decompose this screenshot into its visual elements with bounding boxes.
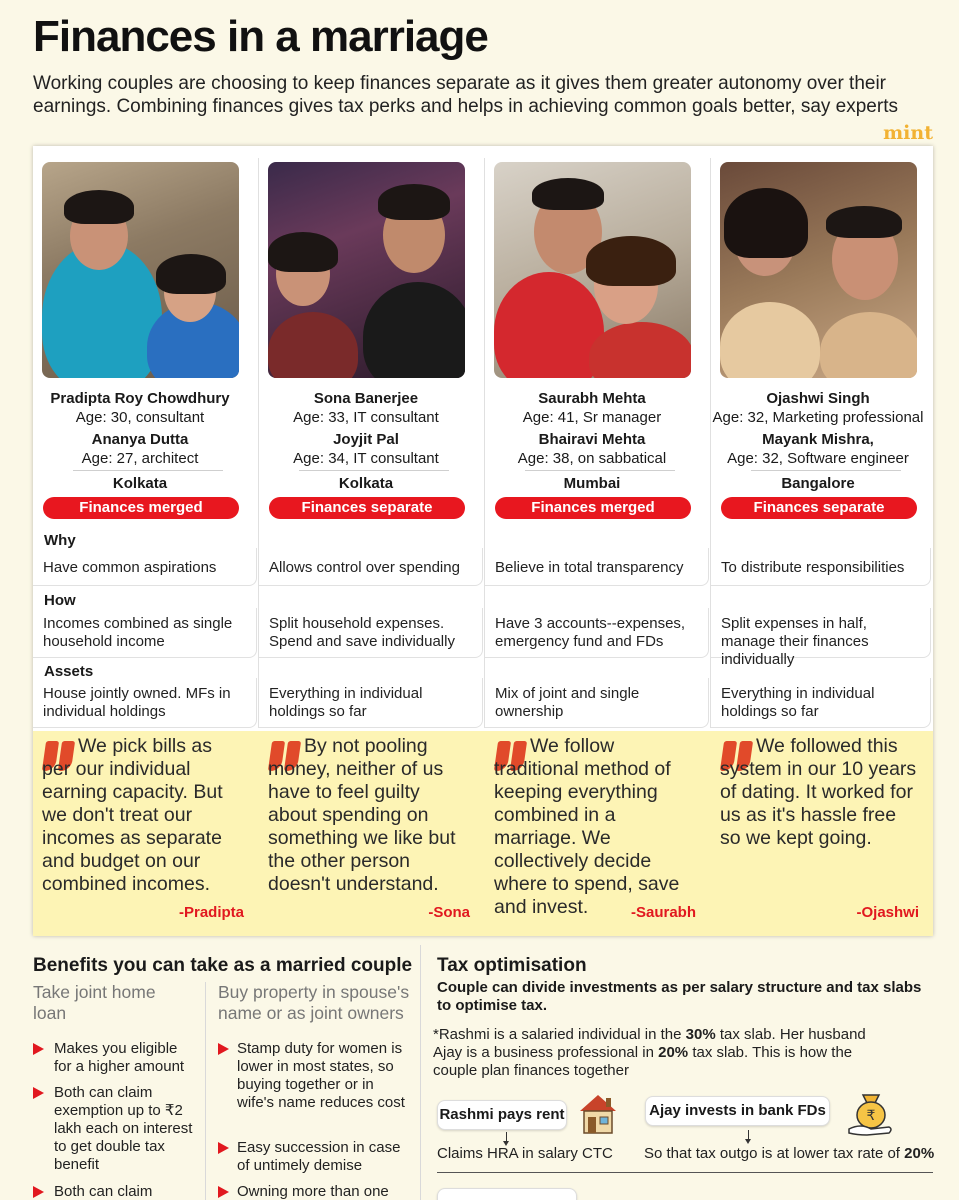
- couple-photo: [720, 162, 917, 378]
- tax-divider: [437, 1172, 933, 1173]
- quote-text: We follow traditional method of keeping everything combined in a marriage. We collectively decide where to spend, save and invest.: [494, 735, 680, 918]
- status-badge: Finances separate: [721, 497, 917, 519]
- person-1-meta: Age: 32, Marketing professional: [712, 409, 924, 426]
- status-badge: Finances merged: [495, 497, 691, 519]
- assets-row: [33, 678, 257, 728]
- ajay-result-text: So that tax outgo is at lower tax rate of: [644, 1145, 905, 1162]
- person-1-name: Sona Banerjee: [313, 390, 419, 407]
- person-1-meta: Age: 33, IT consultant: [293, 409, 439, 426]
- person-1-name: Pradipta Roy Chowdhury: [50, 390, 230, 407]
- ajay-box: Ajay invests in bank FDs: [645, 1096, 830, 1126]
- city: Kolkata: [338, 475, 394, 492]
- money-bag-icon: [845, 1087, 897, 1139]
- couple-column-2: [259, 146, 484, 936]
- tax-note: [433, 1026, 883, 1080]
- rashmi-box: Rashmi pays rent: [437, 1100, 567, 1130]
- person-2-meta: Age: 27, architect: [81, 450, 199, 467]
- why-text: Believe in total transparency: [495, 559, 684, 576]
- quote-author: -Pradipta: [178, 904, 244, 921]
- property-heading: Buy property in spouse's name or as joint owners: [218, 982, 410, 1023]
- status-badge: Finances merged: [43, 497, 239, 519]
- flow-arrow-icon: [506, 1132, 507, 1142]
- benefits-divider: [205, 982, 206, 1200]
- benefit-item: Makes you eligible for a higher amount: [54, 1040, 185, 1075]
- tax-note-text: tax slab. Her husband Ajay is a business professional in: [433, 1026, 866, 1061]
- couples-panel: [33, 146, 933, 936]
- why-label: Why: [44, 532, 76, 549]
- bullet-arrow-icon: [218, 1043, 229, 1055]
- quote-block: [33, 731, 258, 936]
- assets-label: Assets: [44, 663, 94, 680]
- why-row: [259, 548, 483, 586]
- person-2-meta: Age: 38, on sabbatical: [517, 450, 667, 467]
- bullet-arrow-icon: [33, 1043, 44, 1055]
- quote-author: -Saurabh: [630, 904, 696, 921]
- city: Bangalore: [781, 475, 855, 492]
- why-row: [711, 548, 931, 586]
- benefit-item: Easy succession in case of untimely demise: [237, 1139, 401, 1174]
- couple-photo: [268, 162, 465, 378]
- person-2-name: Ananya Dutta: [91, 431, 189, 448]
- couple-column-1: [33, 146, 258, 936]
- tax-title: Tax optimisation: [437, 955, 587, 976]
- benefits-title: Benefits you can take as a married couple: [33, 955, 413, 976]
- how-text: Have 3 accounts--expenses, emergency fund and FDs: [495, 615, 686, 650]
- city-divider: [525, 470, 675, 471]
- quote-block: [711, 731, 933, 936]
- assets-text: Everything in individual holdings so far: [721, 685, 875, 720]
- city: Mumbai: [563, 475, 621, 492]
- person-2-meta: Age: 32, Software engineer: [727, 450, 909, 467]
- bullet-arrow-icon: [33, 1087, 44, 1099]
- city-divider: [751, 470, 901, 471]
- city-divider: [73, 470, 223, 471]
- flow-arrow-icon: [748, 1130, 749, 1140]
- tax-note-text: *Rashmi is a salaried individual in the: [433, 1026, 686, 1043]
- benefit-item: Owning more than one: [237, 1183, 389, 1200]
- couple-column-4: [711, 146, 936, 936]
- city: Kolkata: [112, 475, 168, 492]
- person-2-name: Joyjit Pal: [333, 431, 399, 448]
- brand-logo: mint: [883, 122, 933, 144]
- benefit-item: Stamp duty for women is lower in most states, so buying together or in wife's name reduces cost: [237, 1040, 405, 1111]
- how-row: [259, 608, 483, 658]
- joint-loan-heading: Take joint home loan: [33, 982, 156, 1023]
- benefit-item: Both can claim exemption up to ₹2 lakh each on interest to get double tax benefit: [54, 1084, 193, 1173]
- why-row: [485, 548, 709, 586]
- person-1-meta: Age: 30, consultant: [75, 409, 205, 426]
- svg-text:₹: ₹: [866, 1108, 876, 1124]
- city-divider: [299, 470, 449, 471]
- quote-text: We pick bills as per our individual earning capacity. But we don't treat our incomes as separate and budget on our combined incomes.: [42, 735, 223, 895]
- ajay-result-rate: 20%: [904, 1145, 935, 1162]
- how-row: [33, 608, 257, 658]
- how-row: [485, 608, 709, 658]
- tax-lead: Couple can divide investments as per salary structure and tax slabs to optimise tax.: [437, 979, 922, 1014]
- quote-text: We followed this system in our 10 years of dating. It worked for us as it's hassle free so we kept going.: [720, 735, 917, 849]
- quote-block: [485, 731, 710, 936]
- bullet-arrow-icon: [218, 1186, 229, 1198]
- tax-note-rate: 30%: [685, 1026, 716, 1043]
- page-subtitle: Working couples are choosing to keep finances separate as it gives them greater autonomy over their earnings. Combining finances gives tax perks and helps in achieving common goals better, say experts: [33, 73, 898, 117]
- quote-block: [259, 731, 484, 936]
- page-title: Finances in a marriage: [33, 12, 488, 61]
- person-2-meta: Age: 34, IT consultant: [293, 450, 439, 467]
- assets-text: Mix of joint and single ownership: [495, 685, 640, 720]
- person-2-name: Mayank Mishra,: [762, 431, 874, 448]
- couple-column-3: [485, 146, 710, 936]
- person-1-name: Saurabh Mehta: [538, 390, 646, 407]
- how-text: Incomes combined as single household income: [43, 615, 233, 650]
- person-1-name: Ojashwi Singh: [766, 390, 870, 407]
- bullet-arrow-icon: [218, 1142, 229, 1154]
- person-1-meta: Age: 41, Sr manager: [522, 409, 662, 426]
- quote-author: -Ojashwi: [856, 904, 919, 921]
- next-step-box: [437, 1188, 577, 1200]
- quote-text: By not pooling money, neither of us have to feel guilty about spending on something we like but the other person doesn't understand.: [268, 735, 456, 895]
- assets-text: Everything in individual holdings so far: [269, 685, 423, 720]
- assets-row: [711, 678, 931, 728]
- tax-note-text: tax slab. This is how the couple plan finances together: [433, 1044, 853, 1079]
- person-2-name: Bhairavi Mehta: [538, 431, 646, 448]
- status-badge: Finances separate: [269, 497, 465, 519]
- section-divider: [420, 945, 421, 1200]
- ajay-result: [644, 1145, 934, 1162]
- tax-note-rate: 20%: [658, 1044, 689, 1061]
- how-row: [711, 608, 931, 668]
- house-icon: [578, 1093, 618, 1135]
- why-text: To distribute responsibilities: [721, 559, 905, 576]
- assets-row: [485, 678, 709, 728]
- couple-photo: [42, 162, 239, 378]
- how-label: How: [44, 592, 76, 609]
- why-row: [33, 548, 257, 586]
- quote-author: -Sona: [428, 904, 470, 921]
- bullet-arrow-icon: [33, 1186, 44, 1198]
- how-text: Split expenses in half, manage their finances individually: [721, 615, 869, 668]
- why-text: Allows control over spending: [269, 559, 460, 576]
- assets-row: [259, 678, 483, 728]
- rashmi-result: Claims HRA in salary CTC: [437, 1145, 613, 1162]
- how-text: Split household expenses. Spend and save individually: [269, 615, 455, 650]
- benefit-item: Both can claim: [54, 1183, 153, 1200]
- couple-photo: [494, 162, 691, 378]
- why-text: Have common aspirations: [43, 559, 217, 576]
- assets-text: House jointly owned. MFs in individual holdings: [43, 685, 231, 720]
